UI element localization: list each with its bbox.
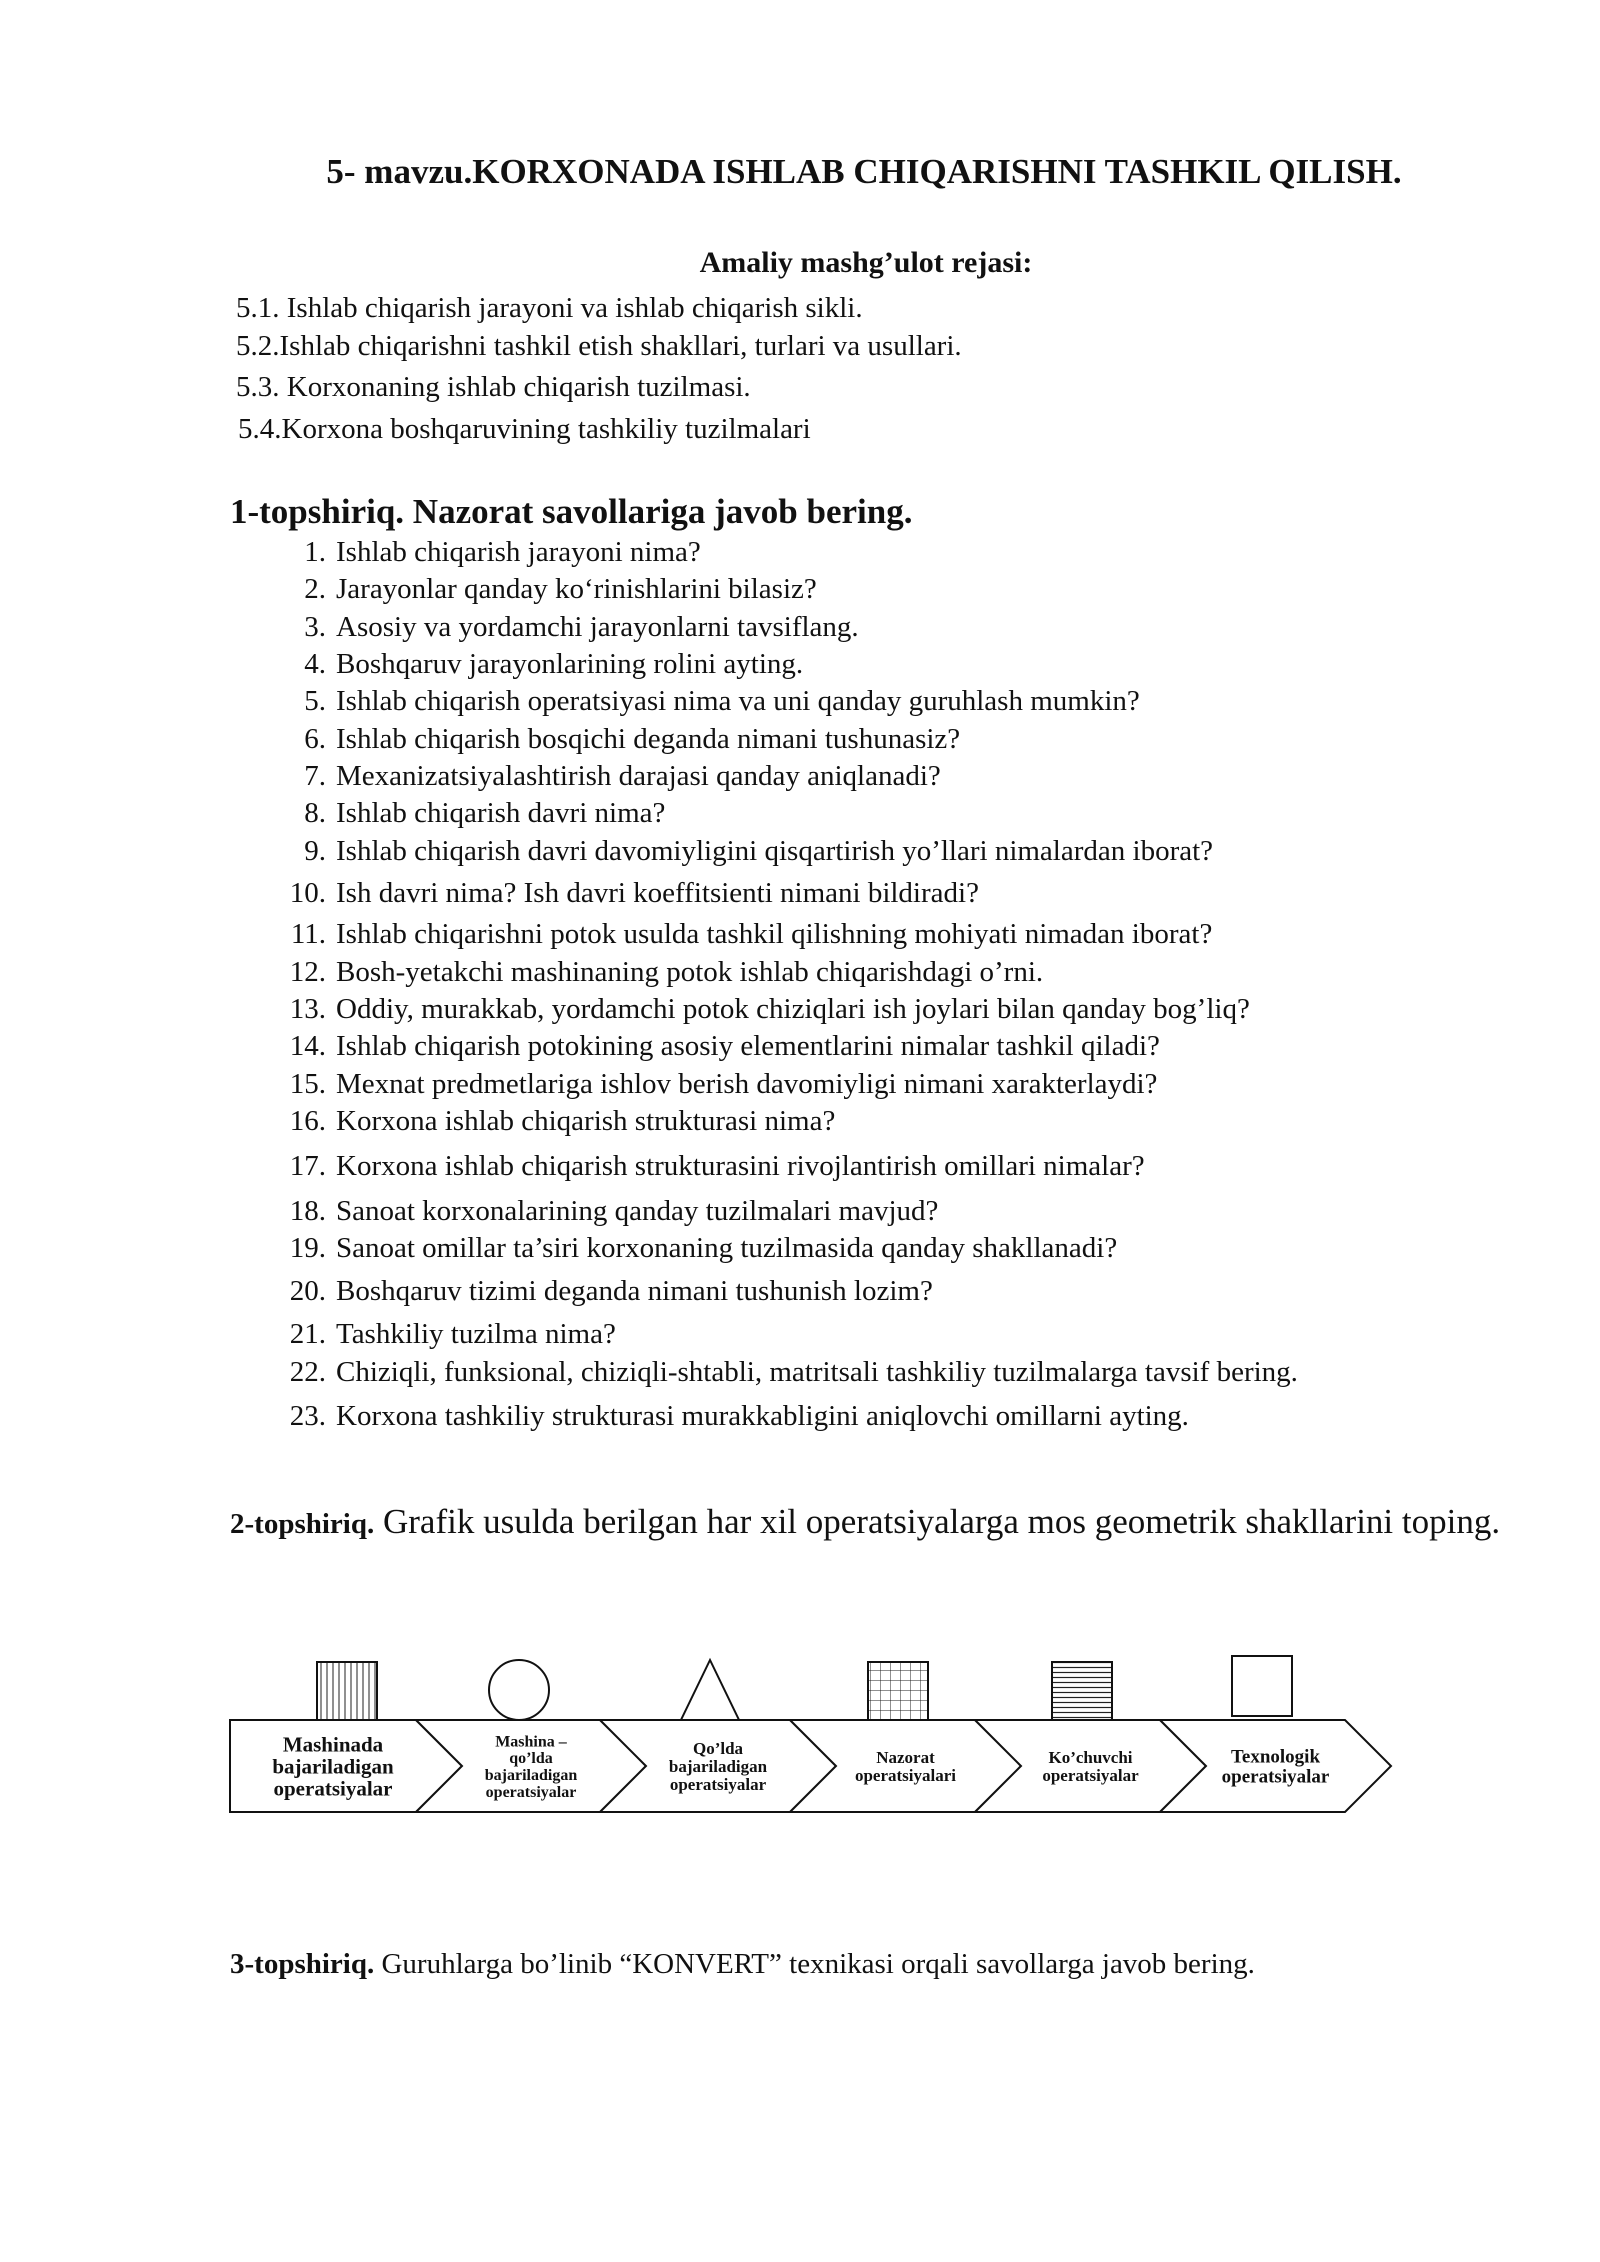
arrow-label: operatsiyalar: [669, 1774, 767, 1794]
arrow-label: Mashinada: [282, 1732, 384, 1757]
question-number: 15.: [289, 1068, 326, 1100]
question-number: 4.: [304, 648, 326, 680]
triangle-icon: [680, 1660, 740, 1722]
question-item: [278, 1232, 1117, 1265]
arrow-label: Nazorat: [876, 1748, 935, 1768]
question-item: [278, 1400, 1189, 1433]
question-text: Ishlab chiqarish bosqichi deganda nimani tushunasiz?: [336, 723, 961, 755]
question-number: 16.: [289, 1105, 326, 1137]
question-number: 6.: [304, 723, 326, 755]
question-item: [278, 1318, 616, 1351]
question-text: Bosh-yetakchi mashinaning potok ishlab chiqarishdagi o’rni.: [336, 956, 1044, 988]
question-item: [278, 993, 1250, 1026]
question-item: [278, 1356, 1298, 1389]
question-number: 7.: [304, 760, 326, 792]
question-number: 20.: [289, 1275, 326, 1307]
question-text: Ishlab chiqarish davri davomiyligini qisqartirish yo’llari nimalardan iborat?: [336, 835, 1214, 867]
question-text: Mexanizatsiyalashtirish darajasi qanday aniqlanadi?: [336, 760, 941, 792]
task3-text: Guruhlarga bo’linib “KONVERT” texnikasi orqali savollarga javob bering.: [374, 1948, 1255, 1980]
question-text: Ish davri nima? Ish davri koeffitsienti nimani bildiradi?: [336, 877, 979, 909]
question-number: 2.: [304, 573, 326, 605]
plan-item: 5.2.Ishlab chiqarishni tashkil etish shakllari, turlari va usullari.: [236, 330, 962, 362]
question-item: [278, 1275, 933, 1308]
task1-heading: 1-topshiriq. Nazorat savollariga javob bering.: [230, 492, 913, 531]
page-title: 5- mavzu.KORXONADA ISHLAB CHIQARISHNI TASHKIL QILISH.: [326, 152, 1402, 191]
question-number: 22.: [289, 1356, 326, 1388]
question-text: Oddiy, murakkab, yordamchi potok chiziqlari ish joylari bilan qanday bog’liq?: [336, 993, 1250, 1025]
question-item: [278, 1105, 835, 1138]
arrow-label: operatsiyalari: [854, 1765, 957, 1785]
question-item: [278, 648, 803, 681]
question-number: 10.: [289, 877, 326, 909]
question-number: 18.: [289, 1195, 326, 1227]
question-text: Korxona ishlab chiqarish strukturasini rivojlantirish omillari nimalar?: [336, 1150, 1145, 1182]
task3-heading: [230, 1948, 1255, 1981]
question-item: [278, 1068, 1157, 1101]
question-text: Sanoat omillar ta’siri korxonaning tuzilmasida qanday shakllanadi?: [336, 1232, 1118, 1264]
question-text: Mexnat predmetlariga ishlov berish davomiyligi nimani xarakterlaydi?: [336, 1068, 1158, 1100]
question-text: Asosiy va yordamchi jarayonlarni tavsiflang.: [336, 611, 859, 643]
question-number: 19.: [289, 1232, 326, 1264]
plan-item: 5.4.Korxona boshqaruvining tashkiliy tuzilmalari: [238, 413, 811, 445]
question-item: [278, 1195, 938, 1228]
question-text: Korxona tashkiliy strukturasi murakkabligini aniqlovchi omillarni ayting.: [336, 1400, 1189, 1432]
question-item: [278, 536, 701, 569]
question-text: Tashkiliy tuzilma nima?: [336, 1318, 616, 1350]
question-item: [278, 835, 1213, 868]
question-item: [278, 1150, 1145, 1183]
question-number: 21.: [289, 1318, 326, 1350]
plan-heading: Amaliy mashg’ulot rejasi:: [699, 246, 1033, 279]
question-item: [278, 797, 665, 830]
question-text: Boshqaruv tizimi deganda nimani tushunish lozim?: [336, 1275, 933, 1307]
question-text: Chiziqli, funksional, chiziqli-shtabli, matritsali tashkiliy tuzilmalarga tavsif bering.: [336, 1356, 1298, 1388]
question-item: [278, 685, 1140, 718]
vertical-hatched-square-icon: [317, 1662, 377, 1722]
empty-square-icon: [1232, 1656, 1292, 1716]
arrow-label: bajariladigan: [272, 1754, 394, 1779]
operations-diagram: [0, 1620, 1600, 1830]
arrow-label: operatsiyalar: [1042, 1765, 1139, 1785]
question-number: 12.: [289, 956, 326, 988]
question-item: [278, 918, 1212, 951]
grid-square-icon: [868, 1662, 928, 1722]
question-number: 23.: [289, 1400, 326, 1432]
question-number: 1.: [304, 536, 326, 568]
arrow-label: Mashina –: [495, 1733, 567, 1751]
task2-heading: [230, 1500, 1520, 1546]
plan-item: 5.1. Ishlab chiqarish jarayoni va ishlab chiqarish sikli.: [236, 292, 863, 324]
plan-item: 5.3. Korxonaning ishlab chiqarish tuzilmasi.: [236, 371, 751, 403]
question-text: Sanoat korxonalarining qanday tuzilmalari mavjud?: [336, 1195, 939, 1227]
question-text: Ishlab chiqarishni potok usulda tashkil qilishning mohiyati nimadan iborat?: [336, 918, 1213, 950]
arrow-label: Qo’lda: [692, 1739, 744, 1759]
arrow-label: operatsiyalar: [485, 1783, 577, 1801]
question-item: [278, 956, 1043, 989]
question-item: [278, 1030, 1160, 1063]
question-number: 5.: [304, 685, 326, 717]
arrow-label: Ko’chuvchi: [1048, 1748, 1133, 1768]
question-text: Jarayonlar qanday ko‘rinishlarini bilasiz?: [336, 573, 817, 605]
question-number: 17.: [289, 1150, 326, 1182]
arrow-label: bajariladigan: [484, 1767, 578, 1784]
arrow-label: bajariladigan: [668, 1756, 768, 1776]
question-item: [278, 723, 960, 756]
question-text: Korxona ishlab chiqarish strukturasi nima?: [336, 1105, 836, 1137]
question-item: [278, 611, 859, 644]
question-number: 13.: [289, 993, 326, 1025]
question-number: 8.: [304, 797, 326, 829]
task3-label: 3-topshiriq.: [230, 1948, 375, 1980]
arrow-label: operatsiyalar: [273, 1776, 393, 1801]
question-text: Ishlab chiqarish operatsiyasi nima va uni qanday guruhlash mumkin?: [336, 685, 1140, 717]
question-text: Ishlab chiqarish jarayoni nima?: [336, 536, 701, 568]
question-text: Ishlab chiqarish potokining asosiy elementlarini nimalar tashkil qiladi?: [336, 1030, 1160, 1062]
task2-text: Grafik usulda berilgan har xil operatsiyalarga mos geometrik shakllarini toping.: [374, 1502, 1501, 1541]
question-item: [278, 573, 817, 606]
question-number: 3.: [304, 611, 326, 643]
arrow-label: qo’lda: [509, 1750, 553, 1768]
question-text: Boshqaruv jarayonlarining rolini ayting.: [336, 648, 804, 680]
question-number: 14.: [289, 1030, 326, 1062]
horizontal-hatched-square-icon: [1052, 1662, 1112, 1722]
question-item: [278, 760, 941, 793]
question-number: 9.: [304, 835, 326, 867]
question-number: 11.: [290, 918, 326, 950]
arrow-label: Texnologik: [1230, 1746, 1321, 1768]
operation-arrow: [230, 1720, 462, 1812]
question-text: Ishlab chiqarish davri nima?: [336, 797, 666, 829]
circle-icon: [489, 1660, 549, 1720]
question-item: [278, 877, 979, 910]
arrow-label: operatsiyalar: [1221, 1766, 1330, 1788]
task2-label: 2-topshiriq.: [230, 1508, 375, 1540]
